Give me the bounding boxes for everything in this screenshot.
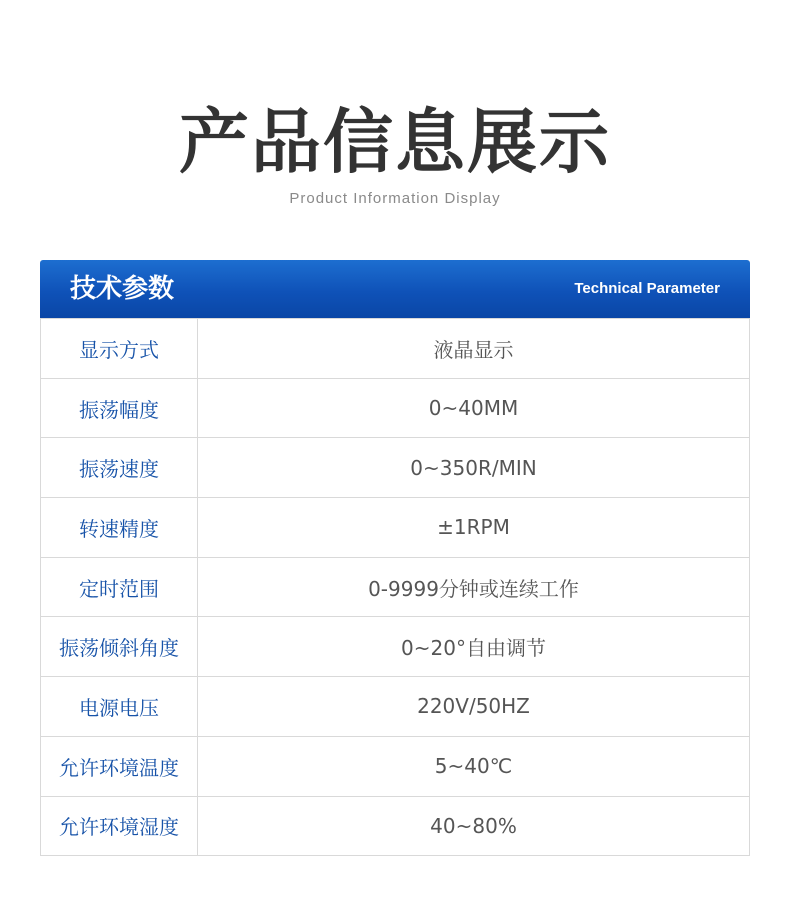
page-subtitle: Product Information Display	[289, 190, 501, 207]
parameter-value: 5~40℃	[198, 736, 750, 796]
parameter-label: 振荡倾斜角度	[41, 617, 198, 677]
parameter-value: 0~40MM	[198, 378, 750, 438]
parameter-value: 40~80%	[198, 796, 750, 856]
parameter-header-bar	[40, 260, 750, 318]
parameter-value: 液晶显示	[198, 319, 750, 379]
parameter-label: 允许环境湿度	[41, 796, 198, 856]
parameter-label: 振荡幅度	[41, 378, 198, 438]
parameter-value: 0~350R/MIN	[198, 438, 750, 498]
parameter-table	[40, 318, 750, 856]
parameter-value: 220V/50HZ	[198, 677, 750, 737]
table-row	[41, 736, 750, 796]
parameter-label: 电源电压	[41, 677, 198, 737]
parameter-label: 允许环境温度	[41, 736, 198, 796]
parameter-label: 定时范围	[41, 557, 198, 617]
table-row	[41, 796, 750, 856]
parameter-header-title: 技术参数	[70, 274, 175, 304]
table-row	[41, 378, 750, 438]
parameter-label: 转速精度	[41, 498, 198, 558]
table-row	[41, 498, 750, 558]
parameter-label: 振荡速度	[41, 438, 198, 498]
parameter-header-subtitle: Technical Parameter	[574, 280, 720, 297]
parameter-value: ±1RPM	[198, 498, 750, 558]
table-row	[41, 438, 750, 498]
page-title: 产品信息展示	[179, 100, 611, 183]
table-row	[41, 617, 750, 677]
table-row	[41, 677, 750, 737]
parameter-value: 0-9999分钟或连续工作	[198, 557, 750, 617]
parameter-value: 0~20°自由调节	[198, 617, 750, 677]
parameter-label: 显示方式	[41, 319, 198, 379]
table-row	[41, 557, 750, 617]
table-row	[41, 319, 750, 379]
